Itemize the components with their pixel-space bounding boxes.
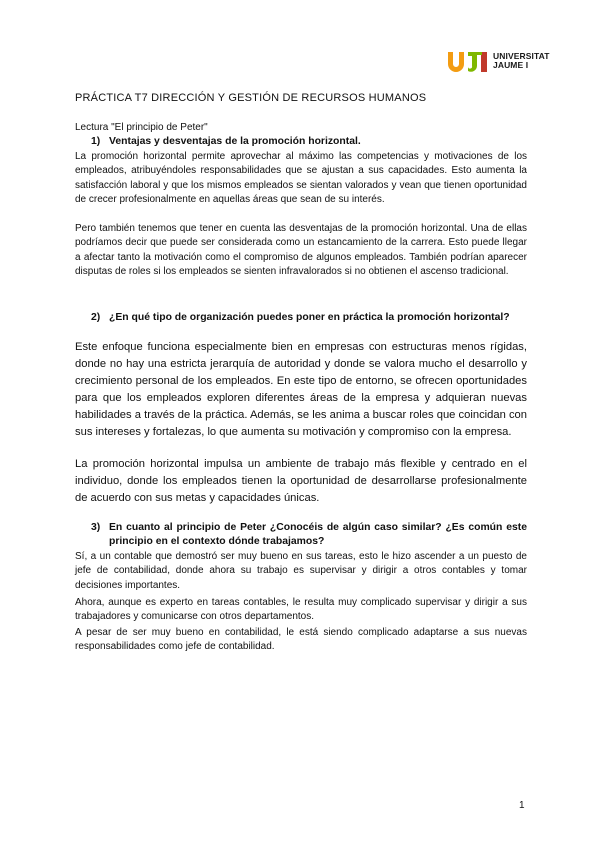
question-1-text: Ventajas y desventajas de la promoción horizontal. xyxy=(109,136,361,147)
question-2-number: 2) xyxy=(91,312,101,323)
question-3 xyxy=(75,521,527,549)
answer-3-paragraph-3: A pesar de ser muy bueno en contabilidad, le está siendo complicado adaptarse a sus nuevas responsabilidades como jefe de contabilidad. xyxy=(75,627,527,653)
question-3-number: 3) xyxy=(91,522,101,533)
answer-3-paragraph-2: Ahora, aunque es experto en tareas contables, le resulta muy complicado supervisar y dirigir a sus trabajadores y comunicarse con otros departamentos. xyxy=(75,597,527,623)
question-2-text: ¿En qué tipo de organización puedes poner en práctica la promoción horizontal? xyxy=(109,312,510,323)
answer-1-paragraph-2: Pero también tenemos que tener en cuenta las desventajas de la promoción horizontal. Una de ellas podríamos decir que puede ser considerada como un estancamiento de la carrera. Esto puede llegar a afectar tanto la motivación como el compromiso de algunos empleados. También podrían aparecer disputas de roles si los empleados se sienten infravalorados si no obtienen el ascenso tradicional. xyxy=(75,223,527,278)
page-number: 1 xyxy=(519,800,525,811)
logo-wordmark xyxy=(493,52,550,70)
question-3-text: En cuanto al principio de Peter ¿Conocéis de algún caso similar? ¿Es común este principio en el contexto dónde trabajamos? xyxy=(109,522,527,547)
logo-line-2: JAUME I xyxy=(493,60,529,70)
reading-label: Lectura "El principio de Peter" xyxy=(75,122,208,133)
document-title: PRÁCTICA T7 DIRECCIÓN Y GESTIÓN DE RECURSOS HUMANOS xyxy=(75,92,427,104)
question-1 xyxy=(75,135,527,149)
answer-3-paragraph-1: Sí, a un contable que demostró ser muy bueno en sus tareas, esto le hizo ascender a un puesto de jefe de contabilidad, donde ahora su trabajo es supervisar y dirigir a otros contables y tomar decisiones importantes. xyxy=(75,551,527,591)
question-2 xyxy=(75,311,527,325)
logo-line-1: UNIVERSITAT xyxy=(493,51,550,61)
question-1-number: 1) xyxy=(91,136,101,147)
answer-2-paragraph-1: Este enfoque funciona especialmente bien en empresas con estructuras menos rígidas, donde no hay una estricta jerarquía de autoridad y donde se valora mucho el desarrollo y crecimiento personal de los empleados. En este tipo de entorno, se ofrecen oportunidades para que los empleados exploren diferentes áreas de la empresa y adquieran nuevas habilidades a través de la práctica. Además, se les anima a buscar roles que coincidan con sus intereses y fortalezas, lo que aumenta su motivación y compromiso con la empresa. xyxy=(75,341,527,438)
answer-2-paragraph-2: La promoción horizontal impulsa un ambiente de trabajo más flexible y centrado en el individuo, donde los empleados tienen la oportunidad de desarrollarse profesionalmente de acuerdo con sus metas y capacidades únicas. xyxy=(75,458,527,504)
answer-1-paragraph-1: La promoción horizontal permite aprovechar al máximo las competencias y motivaciones de los empleados, atribuyéndoles responsabilidades que se ajustan a sus capacidades. Esto aumenta la satisfacción laboral y que los mismos empleados se sientan valorados y vean que tienen oportunidad de crecer profesionalmente en aquellas áreas que sean de su interés. xyxy=(75,151,527,206)
